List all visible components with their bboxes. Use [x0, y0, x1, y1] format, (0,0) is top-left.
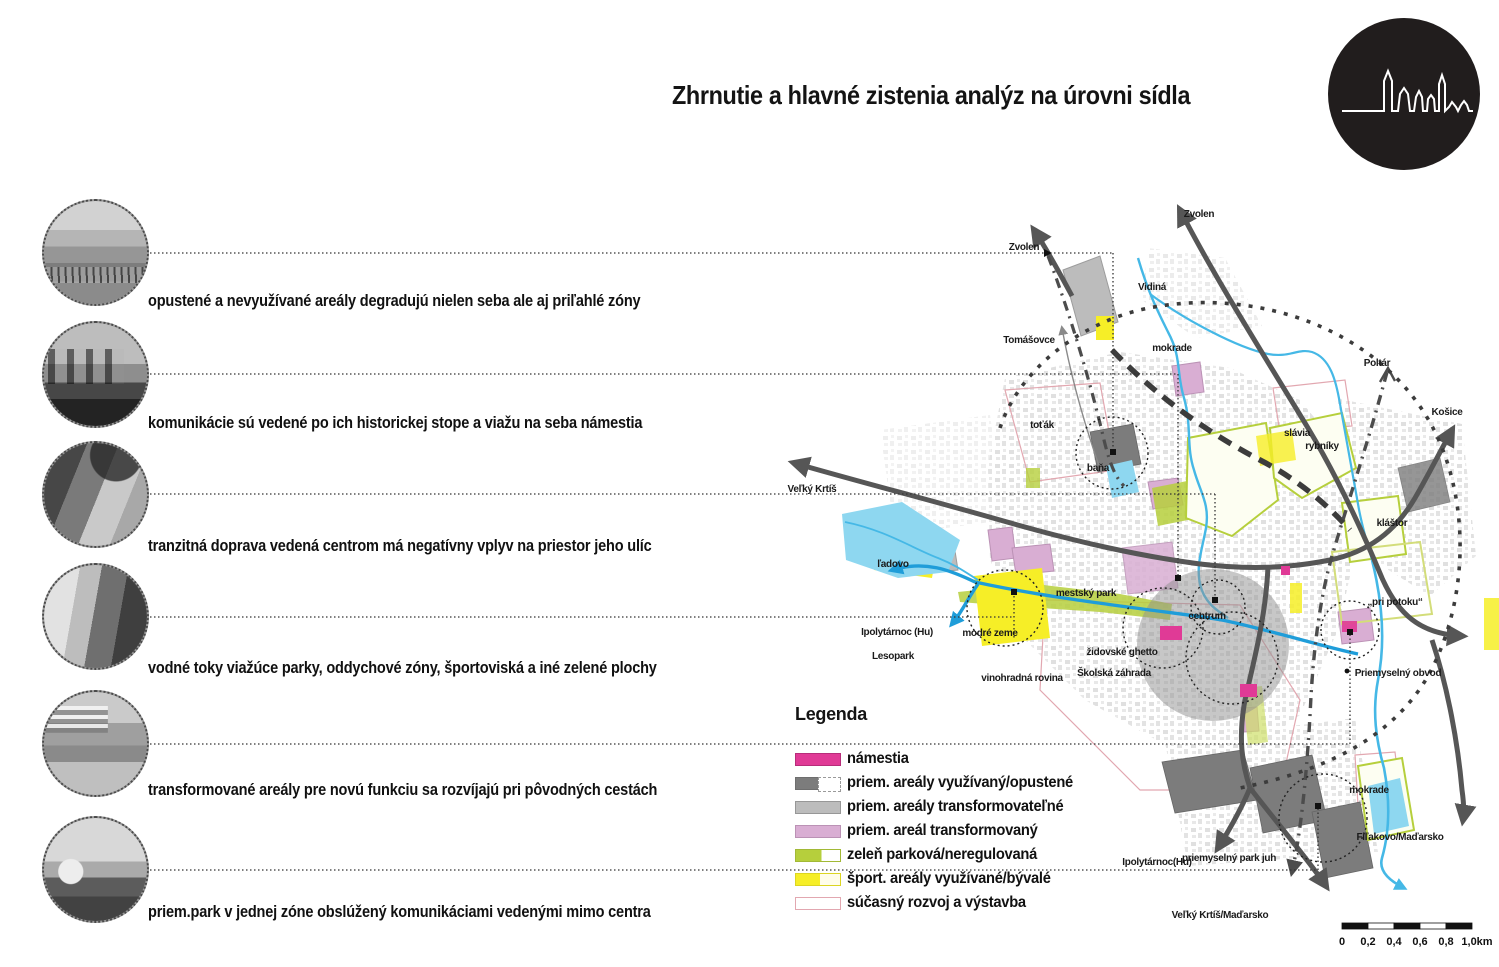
photo-transformed-areas — [42, 690, 149, 797]
legend-item-label: námestia — [847, 750, 909, 767]
finding-4: vodné toky viažúce parky, oddychové zóny, športoviská a iné zelené plochy — [148, 659, 657, 677]
photo-image — [44, 565, 147, 668]
photo-image — [44, 201, 147, 304]
legend-item-rozvoj — [795, 891, 1095, 915]
map-label-poltar: Poltár — [1363, 358, 1391, 369]
map-label-skolska-zahrada: Školská záhrada — [1077, 668, 1151, 679]
legend-item-namestia — [795, 747, 1095, 771]
legend-item-label: priem. areál transformovaný — [847, 822, 1038, 839]
legend-item-label: súčasný rozvoj a výstavba — [847, 894, 1026, 911]
photo-image — [44, 323, 147, 426]
scale-tick: 1,0km — [1461, 936, 1493, 948]
map-label-zvolen-left: Zvolen — [1008, 242, 1040, 253]
map-label-totak: toťák — [1030, 420, 1054, 431]
photo-image — [44, 818, 147, 921]
finding-2: komunikácie sú vedené po ich historickej stope a viažu na seba námestia — [148, 414, 643, 432]
map-label-mokrade-north: mokrade — [1152, 343, 1192, 354]
map-label-mokrade-south: mokrade — [1349, 785, 1389, 796]
map-label-priemyselny-obvod: Priemyselný obvod — [1354, 668, 1442, 679]
map-label-lesopark: Lesopark — [871, 651, 915, 662]
legend-item-label: šport. areály využívané/bývalé — [847, 870, 1051, 887]
map-label-ladovo: ľadovo — [877, 559, 909, 570]
legend-item-sport — [795, 867, 1095, 891]
map-label-pri-potoku: „pri potoku“ — [1367, 597, 1423, 608]
scale-tick: 0,2 — [1360, 936, 1376, 948]
map-label-bana: baňa — [1086, 463, 1110, 474]
photo-historic-streets — [42, 321, 149, 428]
map-label-modre-zeme: modré zeme — [962, 628, 1018, 639]
photo-transit-traffic — [42, 441, 149, 548]
map-label-kosice: Košice — [1431, 407, 1463, 418]
map-label-klastor: kláštor — [1376, 518, 1408, 529]
legend-item-priem-transformovatelne — [795, 795, 1095, 819]
logo-badge — [1328, 18, 1480, 170]
photo-image — [44, 443, 147, 546]
photo-waterways — [42, 563, 149, 670]
legend-items — [795, 747, 1095, 915]
finding-6: priem.park v jednej zóne obslúžený komunikáciami vedenými mimo centra — [148, 903, 651, 921]
scale-bar — [1339, 923, 1493, 948]
legend-item-label: priem. areály transformovateľné — [847, 798, 1064, 815]
legend-item-label: priem. areály využívaný/opustené — [847, 774, 1073, 791]
finding-1: opustené a nevyužívané areály degradujú nielen seba ale aj priľahlé zóny — [148, 292, 641, 310]
map-label-rybniky: rybníky — [1305, 441, 1339, 452]
legend — [795, 704, 1095, 915]
map-label-velky-krtis: Veľký Krtíš — [787, 484, 837, 495]
photo-abandoned-areas — [42, 199, 149, 306]
map-label-vinohradna-rovina: vinohradná rovina — [981, 673, 1063, 684]
swatch-zelen — [795, 849, 841, 862]
swatch-rozvoj — [795, 897, 841, 910]
swatch-sport — [795, 873, 841, 886]
map-label-ipolytarnoc-south: Ipolytárnoc(Hu) — [1122, 857, 1192, 868]
legend-item-priem-transformovany — [795, 819, 1095, 843]
legend-heading: Legenda — [795, 704, 867, 724]
swatch-priem-transformovany — [795, 825, 841, 838]
legend-item-priem-vyuzivany — [795, 771, 1095, 795]
legend-item-zelen — [795, 843, 1095, 867]
map-label-ipolytarnoc-west: Ipolytárnoc (Hu) — [861, 627, 933, 638]
map-label-zvolen-top: Zvolen — [1183, 209, 1215, 220]
photo-industrial-park — [42, 816, 149, 923]
map-label-mestsky-park: mestský park — [1055, 588, 1117, 599]
map-label-velky-krtis-madarsko: Veľký Krtíš/Maďarsko — [1171, 910, 1269, 921]
page-title: Zhrnutie a hlavné zistenia analýz na úrovni sídla — [672, 80, 1191, 110]
scale-tick: 0,6 — [1412, 936, 1428, 948]
map-label-centrum: centrum — [1188, 611, 1226, 622]
scale-tick: 0 — [1338, 936, 1346, 948]
scale-tick: 0,4 — [1386, 936, 1402, 948]
photo-image — [44, 692, 147, 795]
finding-3: tranzitná doprava vedená centrom má negatívny vplyv na priestor jeho ulíc — [148, 537, 652, 555]
city-skyline-icon — [1328, 18, 1480, 170]
swatch-priem-transformovatelne — [795, 801, 841, 814]
swatch-namestia — [795, 753, 841, 766]
map-label-vidina: Vidiná — [1137, 282, 1167, 293]
finding-5: transformované areály pre novú funkciu sa rozvíjajú pri pôvodných cestách — [148, 781, 658, 799]
map-label-priemyselny-park-juh: priemyselný park juh — [1181, 853, 1277, 864]
map-label-zidovske-ghetto: židovské ghetto — [1086, 647, 1158, 658]
scale-tick: 0,8 — [1438, 936, 1454, 948]
map-label-filakovo: Fiľakovo/Maďarsko — [1356, 832, 1444, 843]
map-label-slavia: slávia — [1283, 428, 1311, 439]
swatch-priem-vyuzivany — [795, 777, 841, 790]
map-label-tomasovce: Tomášovce — [1003, 335, 1055, 346]
legend-item-label: zeleň parková/neregulovaná — [847, 846, 1037, 863]
